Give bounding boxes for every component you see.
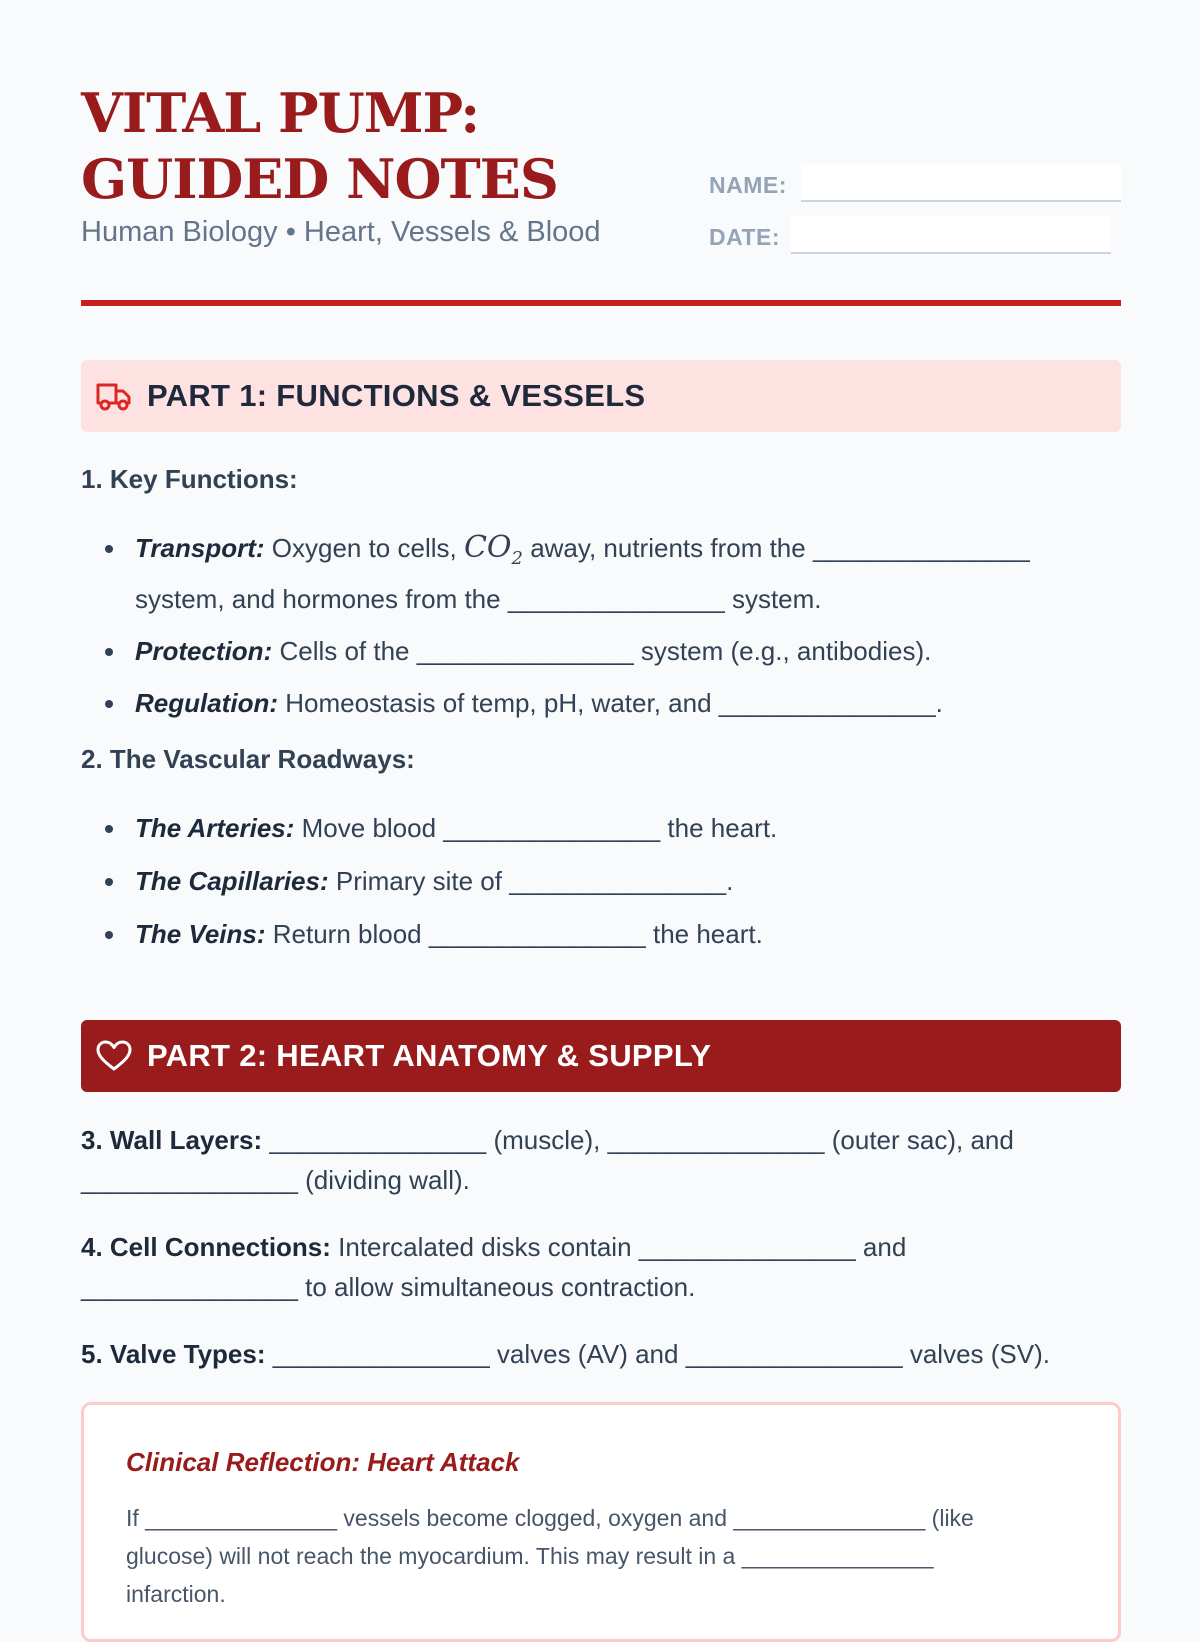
truck-icon xyxy=(95,377,133,415)
function-text: system (e.g., antibodies). xyxy=(633,636,932,666)
q5-valve-types xyxy=(81,1334,1081,1374)
fill-blank: _______________ xyxy=(741,1543,934,1569)
q3-wall-layers xyxy=(81,1120,1081,1200)
list-item xyxy=(81,861,1121,901)
clinical-text: vessels become clogged, oxygen and xyxy=(337,1505,734,1531)
list-item xyxy=(81,683,1121,723)
name-field-row xyxy=(709,164,1121,206)
header-divider xyxy=(81,300,1121,306)
q5-text: valves (SV). xyxy=(902,1339,1050,1369)
fill-blank: _______________ xyxy=(607,1125,825,1155)
vessel-text: Primary site of xyxy=(328,866,510,896)
q5-text: valves (AV) and xyxy=(489,1339,686,1369)
fill-blank: _______________ xyxy=(685,1339,903,1369)
part1-title: PART 1: FUNCTIONS & VESSELS xyxy=(147,378,646,413)
list-item xyxy=(81,631,1121,671)
vessel-term: The Capillaries: xyxy=(135,866,329,896)
q4-label: 4. Cell Connections: xyxy=(81,1232,331,1262)
fill-blank: _______________ xyxy=(81,1165,298,1195)
q3-text: (muscle), xyxy=(486,1125,608,1155)
q3-label: 3. Wall Layers: xyxy=(81,1125,263,1155)
function-text: system, and hormones from the xyxy=(135,584,508,614)
fill-blank: _______________ xyxy=(718,688,936,718)
vessel-text: Return blood xyxy=(265,919,429,949)
clinical-body xyxy=(126,1499,1026,1613)
fill-blank: _______________ xyxy=(272,1339,490,1369)
q3-text: (outer sac), and xyxy=(824,1125,1014,1155)
vessel-term: The Veins: xyxy=(135,919,266,949)
part1-banner xyxy=(81,360,1121,432)
q4-text: Intercalated disks contain xyxy=(330,1232,639,1262)
vessel-text: . xyxy=(726,866,734,896)
clinical-text: If xyxy=(126,1505,146,1531)
date-label: DATE: xyxy=(709,224,781,250)
function-text: . xyxy=(935,688,943,718)
worksheet-header xyxy=(81,80,1121,250)
q2-heading: 2. The Vascular Roadways: xyxy=(81,744,415,774)
clinical-text: infarction. xyxy=(126,1581,226,1607)
vessel-term: The Arteries: xyxy=(135,813,295,843)
list-item xyxy=(81,914,1121,954)
fill-blank: _______________ xyxy=(733,1505,926,1531)
clinical-title: Clinical Reflection: Heart Attack xyxy=(126,1447,520,1477)
part2-title: PART 2: HEART ANATOMY & SUPPLY xyxy=(147,1038,712,1073)
q4-text: to allow simultaneous contraction. xyxy=(297,1272,696,1302)
fill-blank: _______________ xyxy=(638,1232,856,1262)
q3-text: (dividing wall). xyxy=(297,1165,470,1195)
fill-blank: _______________ xyxy=(509,866,727,896)
name-input[interactable] xyxy=(801,164,1121,202)
fill-blank: _______________ xyxy=(812,533,1030,563)
date-field-row xyxy=(709,216,1121,258)
fill-blank: _______________ xyxy=(416,636,634,666)
fill-blank: _______________ xyxy=(81,1272,298,1302)
page-subtitle: Human Biology • Heart, Vessels & Blood xyxy=(81,216,601,248)
q1-heading: 1. Key Functions: xyxy=(81,464,298,494)
function-term: Regulation: xyxy=(135,688,278,718)
vessels-list xyxy=(81,808,1121,954)
fill-blank: _______________ xyxy=(507,584,725,614)
function-text: Cells of the xyxy=(272,636,417,666)
function-term: Protection: xyxy=(135,636,273,666)
q4-cell-connections xyxy=(81,1227,1081,1307)
vessel-text: Move blood xyxy=(294,813,444,843)
part2-banner xyxy=(81,1020,1121,1092)
fill-blank: _______________ xyxy=(428,919,646,949)
list-item xyxy=(81,808,1121,848)
function-text: system. xyxy=(724,584,822,614)
function-text: Homeostasis of temp, pH, water, and xyxy=(278,688,719,718)
list-item xyxy=(81,528,1121,619)
page-title: VITAL PUMP: GUIDED NOTES xyxy=(81,81,558,211)
formula-base: CO xyxy=(463,530,512,565)
date-input[interactable] xyxy=(791,216,1111,254)
function-text: Oxygen to cells, xyxy=(264,533,464,563)
clinical-reflection-box xyxy=(81,1402,1121,1642)
clinical-text: (like glucose) will not reach the myocardium. This may result in a xyxy=(126,1505,974,1569)
q5-label: 5. Valve Types: xyxy=(81,1339,266,1369)
heart-icon xyxy=(95,1037,133,1075)
vessel-text: the heart. xyxy=(660,813,778,843)
fill-blank: _______________ xyxy=(145,1505,338,1531)
fill-blank: _______________ xyxy=(443,813,661,843)
q4-text: and xyxy=(855,1232,907,1262)
fill-blank: _______________ xyxy=(269,1125,487,1155)
co2-formula xyxy=(463,530,523,569)
formula-subscript: 2 xyxy=(511,548,523,569)
functions-list xyxy=(81,528,1121,723)
name-label: NAME: xyxy=(709,172,787,198)
vessel-text: the heart. xyxy=(645,919,763,949)
function-term: Transport: xyxy=(135,533,265,563)
function-text: away, nutrients from the xyxy=(522,533,813,563)
